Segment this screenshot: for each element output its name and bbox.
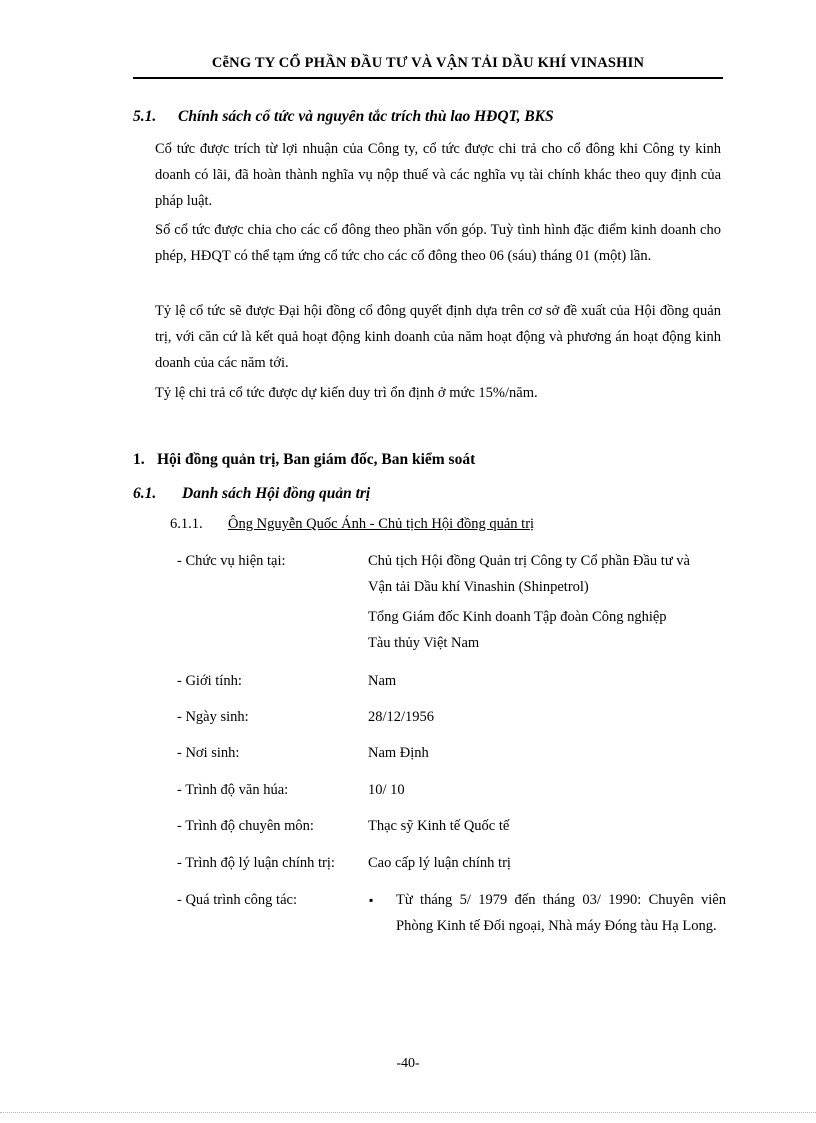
value-position-secondary-line-2: Tàu thủy Việt Nam — [368, 635, 480, 651]
section-5-1-title: Chính sách cổ tức và nguyên tắc trích thù lao HĐQT, BKS — [178, 108, 554, 125]
value-gender: Nam — [368, 673, 397, 689]
label-political-theory: - Trình độ lý luận chính trị: — [177, 855, 335, 871]
value-birth-place: Nam Định — [368, 745, 429, 761]
person-heading: Ông Nguyễn Quốc Ánh - Chủ tịch Hội đồng quản trị — [228, 516, 535, 532]
value-birth-date: 28/12/1956 — [368, 709, 435, 725]
section-6-1-title: Danh sách Hội đồng quản trị — [182, 485, 371, 502]
section-5-1-number: 5.1. — [133, 108, 157, 125]
paragraph-dividend-target: Tỷ lệ chi trả cổ tức được dự kiến duy trì ổn định ở mức 15%/năm. — [155, 385, 538, 401]
label-birth-date: - Ngày sinh: — [177, 709, 249, 725]
value-position-secondary — [368, 604, 726, 656]
section-1-title: Hội đồng quản trị, Ban giám đốc, Ban kiểm soát — [157, 451, 476, 468]
page-bottom-rule — [0, 1112, 816, 1113]
header-rule — [133, 77, 723, 79]
paragraph-dividend-rate: Tỷ lệ cổ tức sẽ được Đại hội đồng cổ đông quyết định dựa trên cơ sở đề xuất của Hội đồng quản trị, với căn cứ là kết quả hoạt động kinh doanh của năm hoạt động và phương án hoạt động kinh doanh của các năm tới. — [155, 303, 721, 371]
label-qualification: - Trình độ chuyên môn: — [177, 818, 314, 834]
value-qualification: Thạc sỹ Kinh tế Quốc tế — [368, 818, 510, 834]
value-position — [368, 548, 726, 600]
paragraph-dividend-distribution: Số cổ tức được chia cho các cổ đông theo phần vốn góp. Tuỳ tình hình đặc điểm kinh doanh cho phép, HĐQT có thể tạm ứng cổ tức cho các cổ đông theo 06 (sáu) tháng 01 (một) lần. — [155, 222, 721, 264]
value-position-line-2: Vận tải Dầu khí Vinashin (Shinpetrol) — [368, 579, 589, 595]
bullet-icon: ▪ — [369, 893, 374, 907]
label-career: - Quá trình công tác: — [177, 892, 297, 908]
page-number: -40- — [396, 1056, 420, 1071]
paragraph-dividend-source: Cổ tức được trích từ lợi nhuận của Công ty, cổ tức được chi trả cho cổ đông khi Công ty kinh doanh có lãi, đã hoàn thành nghĩa vụ nộp thuế và các nghĩa vụ tài chính khác theo quy định của pháp luật. — [155, 141, 721, 209]
label-birth-place: - Nơi sinh: — [177, 745, 240, 761]
label-gender: - Giới tính: — [177, 673, 242, 689]
section-6-1-number: 6.1. — [133, 485, 157, 502]
value-position-secondary-line-1: Tổng Giám đốc Kinh doanh Tập đoàn Công nghiệp — [368, 609, 667, 625]
document-header: CễNG TY CỔ PHẦN ĐẦU TƯ VÀ VẬN TẢI DẦU KHÍ VINASHIN — [211, 55, 645, 71]
career-item: Từ tháng 5/ 1979 đến tháng 03/ 1990: Chuyên viên Phòng Kinh tế Đối ngoại, Nhà máy Đóng tàu Hạ Long. — [396, 892, 726, 934]
label-general-education: - Trình độ văn húa: — [177, 782, 289, 798]
label-position: - Chức vụ hiện tại: — [177, 553, 286, 569]
value-position-line-1: Chủ tịch Hội đồng Quản trị Công ty Cổ phần Đầu tư và — [368, 553, 690, 569]
value-general-education: 10/ 10 — [368, 782, 405, 798]
value-political-theory: Cao cấp lý luận chính trị — [368, 855, 511, 871]
section-1-number: 1. — [133, 451, 145, 468]
subsection-6-1-1-number: 6.1.1. — [170, 516, 203, 532]
